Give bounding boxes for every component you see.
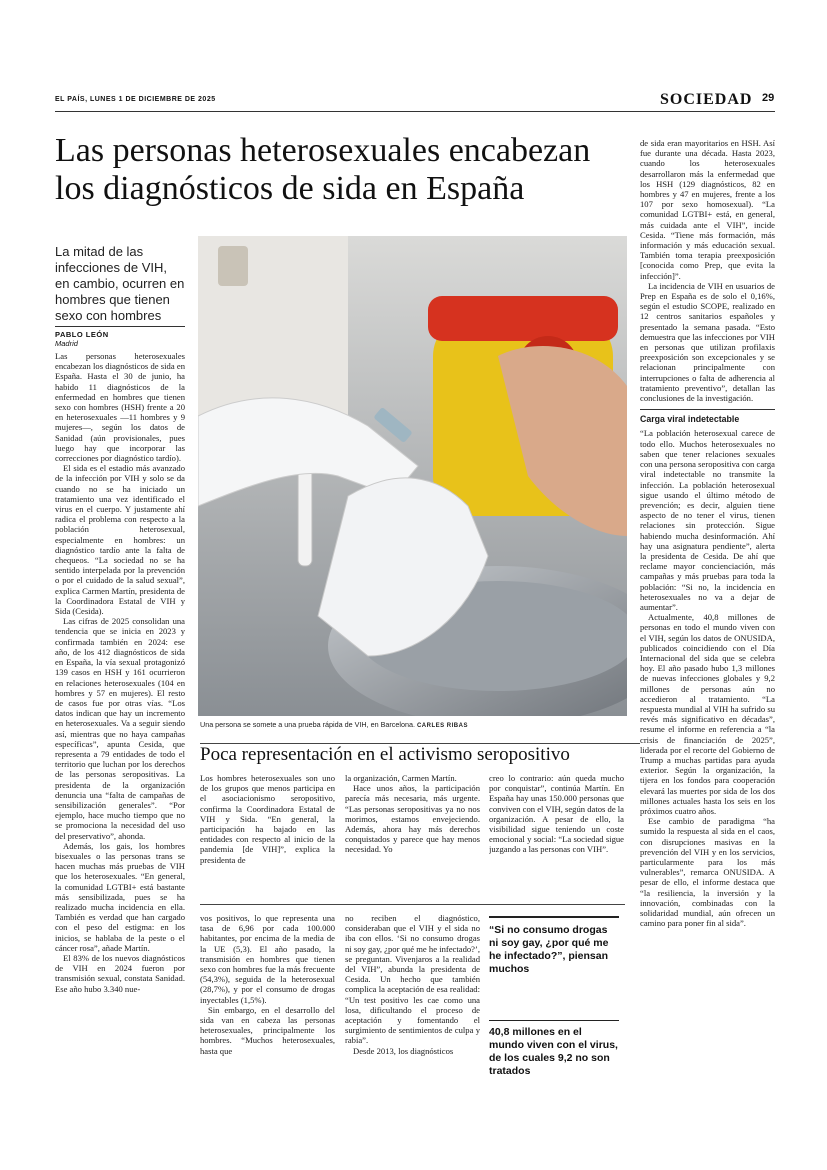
caption-text: Una persona se somete a una prueba rápida de VIH, en Barcelona. [200, 720, 415, 729]
paragraph: Ese cambio de paradigma “ha sumido la respuesta al sida en el caos, con disrupciones masivas en la prevención del VIH y en los servicios, particularmente para los más vulnerables”, remarca ONUSIDA. A pesar de ello, el informe destaca que “la resiliencia, la inversión y la innovación, combinadas con la solidaridad mundial, aún ofrecen un camino para poner fin al sida”. [640, 816, 775, 929]
pull-quote: “Si no consumo drogas ni soy gay, ¿por qué me he infectado?”, piensan muchos [489, 916, 619, 976]
box-bottom-rule [200, 904, 625, 905]
dateline-place: Madrid [55, 339, 78, 348]
header-rule [55, 111, 775, 112]
box-column-3 [489, 773, 624, 888]
paragraph: la organización, Carmen Martín. [345, 773, 457, 783]
box-headline: Poca representación en el activismo seropositivo [200, 743, 640, 766]
subheading: Carga viral indetectable [640, 409, 775, 424]
pull-quote-statistic: 40,8 millones en el mundo viven con el virus, de los cuales 9,2 no son tratados [489, 1020, 619, 1078]
paragraph: El sida es el estadio más avanzado de la infección por VIH y solo se da cuando no se ha iniciado un tratamiento una vez identificado el virus en el cuerpo. Y justamente ahí radica el problema con respecto a la población heterosexual, especialmente en hombres: un diagnóstico tardío ante la falta de chequeos. “La sociedad no se ha sentido interpelada por la prevención o por el cuidado de la salud sexual”, explica Carmen Martín, presidenta de la Coordinadora Estatal de VIH y Sida (Cesida). [55, 463, 185, 617]
paragraph: Las cifras de 2025 consolidan una tendencia que se inicia en 2023 y confirmada también en 2024: ese año, de los 412 diagnósticos de sida en España, la vía sexual protagonizó 139 casos en HSH y 161 ocurrieron en relaciones heterosexuales (104 en hombres y 57 en mujeres). El resto de casos fue por otras vías. “Los datos indican que hay un incremento en heterosexuales. Va a seguir siendo así, mientras que no haya campañas específicas”, apunta Cesida, que representa a 79 entidades de todo el territorio que luchan por los derechos de las personas seropositivas. La presidenta de la organización denuncia una “falta de campañas de sensibilización generales”. “Por ejemplo, hace mucho tiempo que no se promociona la necesidad del uso del preservativo”, ahonda. [55, 616, 185, 841]
paragraph: Sin embargo, en el desarrollo del sida van en cabeza las personas heterosexuales, principalmente los hombres. “Muchos heterosexuales, hasta que [200, 1004, 335, 1056]
newspaper-dateline: EL PAÍS, LUNES 1 DE DICIEMBRE DE 2025 [55, 96, 216, 103]
paragraph: Además, los gais, los hombres bisexuales o las personas trans se hacen muchas más pruebas de VIH que los heterosexuales. “En general, la comunidad LGTBI+ está bastante más sensibilizada, pues se ha realizado mucha incidencia en ella. También es verdad que han cargado con el peso del estigma: en los inicios, se hablaba de la peste o el cáncer rosa”, añade Martín. [55, 840, 185, 953]
photo-caption [200, 720, 620, 729]
hiv-test-photo-illustration [198, 236, 627, 716]
paragraph: El 83% de los nuevos diagnósticos de VIH en 2024 fueron por transmisión sexual, constata Sanidad. Ese año hubo 3.340 nue- [55, 952, 185, 994]
paragraph: Desde 2013, los diagnósticos [353, 1045, 454, 1056]
paragraph: creo lo contrario: aún queda mucho por conquistar”, continúa Martín. En España hay unas 150.000 personas que conviven con el VIH, según datos de la organización. A pesar de ello, la visibilidad sigue teniendo un coste emocional y social: “La sociedad sigue juzgando a las personas con VIH”. [489, 773, 624, 855]
paragraph: “La población heterosexual carece de todo ello. Muchos heterosexuales no saben que tener relaciones sexuales con una persona seropositiva con carga viral indetectable no transmite la infección. La población heterosexual sigue usando el último método de prevención; es decir, alguien tiene aspecto de no tener el virus, tienen relaciones sin protección. Sigue habiendo mucha desinformación. Ahí hay una asignatura pendiente”, alerta la presidenta de Cesida. De ahí que reclame mayor concienciación, más campañas y más pruebas para toda la población: “Si no, la incidencia en heterosexuales no va a dejar de aumentar”. [640, 428, 775, 612]
article-headline: Las personas heterosexuales encabezan los diagnósticos de sida en España [55, 132, 591, 207]
paragraph: Hace unos años, la participación parecía más necesaria, más urgente. “Las personas seropositivas ya no nos morimos, estamos envejeciendo. Además, ahora hay más derechos conquistados y parece que hay menos necesidad. Yo [345, 783, 480, 855]
article-photo [198, 236, 627, 716]
paragraph: no reciben el diagnóstico, consideraban que el VIH y el sida no iba con ellos. ‘Si no consumo drogas ni soy gay, ¿por qué me he infectado?’, se preguntan. Vivenjaros a la realidad del VIH”, abunda la presidenta de Cesida. Un hecho que también complica la aceptación de esa realidad: “Un test positivo les cae como una losa, dificultando el proceso de aceptación y fomentando el surgimiento de sentimientos de culpa y rabia”. [345, 913, 480, 1046]
photo-credit: CARLES RIBAS [416, 723, 468, 729]
box-column-2 [345, 773, 480, 888]
article-subtitle: La mitad de las infecciones de VIH, en cambio, ocurren en hombres que tienen sexo con hombres [55, 244, 185, 323]
paragraph: La incidencia de VIH en usuarios de Prep en España es de solo el 0,16%, según el estudio SCOPE, realizado en 12 centros sanitarios españoles y presentado la semana pasada. “Esto demuestra que las infecciones por VIH en personas que utilizan profilaxis preexposición son excepcionales y se relacionan principalmente con interrupciones o falta de adherencia al tratamiento preventivo”, detallan las conclusiones de la investigación. [640, 280, 775, 404]
box-column-1 [200, 773, 335, 888]
page-number: 29 [762, 92, 775, 104]
body-column-3 [345, 913, 480, 1158]
body-column-2 [200, 913, 335, 1158]
paragraph: vos positivos, lo que representa una tasa de 6,96 por cada 100.000 habitantes, por encima de la media de la UE (5,3). El año pasado, la transmisión en hombres que tienen sexo con hombres fue la más frecuente (54,3%), seguida de la heterosexual (28,7%), y por el consumo de drogas inyectables (1,5%). [200, 913, 335, 1005]
body-column-right [640, 138, 775, 1158]
paragraph: Los hombres heterosexuales son uno de los grupos que menos participa en el asociacionismo seropositivo, confirma la Coordinadora Estatal de VIH y Sida. “En general, la participación ha bajado en las entidades con respecto al inicio de la pandemia [de VIH]”, explica la presidenta de [200, 773, 335, 865]
body-column-1 [55, 351, 185, 1156]
section-name: SOCIEDAD [660, 91, 753, 108]
paragraph: Actualmente, 40,8 millones de personas en todo el mundo viven con el VIH, según los datos de ONUSIDA, publicados coincidiendo con el Día Internacional del sida que se celebra hoy. El año pasado hubo 1,3 millones de nuevas infecciones globales y 9,2 millones de personas aún no accedieron al tratamiento. “La respuesta mundial al VIH ha sufrido su revés más significativo en décadas”, resume el informe en referencia a “la crisis de financiación de 2025”, liderada por el recorte del Gobierno de Trump a muchas partidas para ayuda exterior. Según la organización, la tijera en los fondos para cooperación elevará las muertes por sida de los dos millones actuales hasta los seis en los próximos cuatro años. [640, 612, 775, 816]
paragraph: de sida eran mayoritarios en HSH. Así fue durante una década. Hasta 2023, cuando los heterosexuales desarrollaron más la enfermedad que los HSH (129 diagnósticos, 82 en hombres y 47 en mujeres, frente a los 107 por sexo homosexual). “La comunidad LGTBI+ está, en general, más cuidada ante el VIH”, incide Cesida. “Tiene más formación, más información y más educación sexual. También toma terapia preexposición [conocida como Prep, que evita la infección]”. [640, 138, 775, 281]
byline: PABLO LEÓN [55, 326, 185, 339]
paragraph: Las personas heterosexuales encabezan los diagnósticos de sida en España. Hasta el 30 de junio, ha habido 11 diagnósticos de la enfermedad en hombres que tienen sexo con hombres (HSH) frente a 20 en heterosexuales —11 hombres y 9 mujeres—, según los datos de Sanidad (aún provisionales, pues luego hay que incorporar las correcciones por diagnóstico tardío). [55, 351, 185, 464]
